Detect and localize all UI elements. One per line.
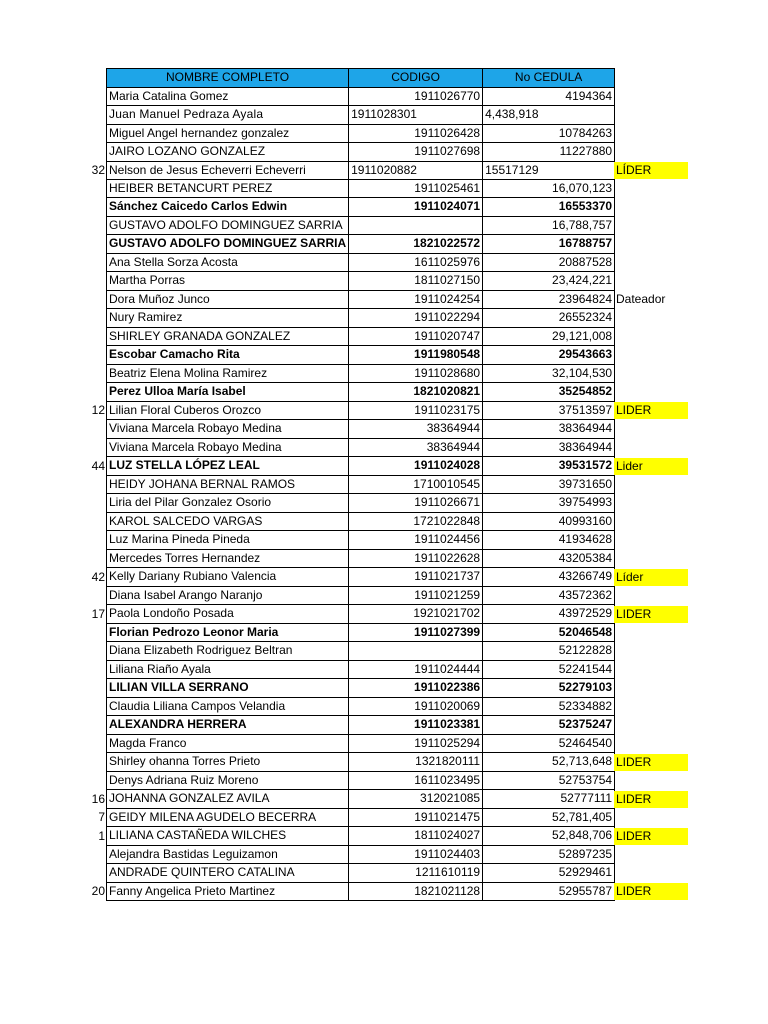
cell-id[interactable]: 4,438,918 [483, 106, 615, 125]
cell-name[interactable]: ALEXANDRA HERRERA [107, 716, 349, 735]
cell-code[interactable]: 1321820111 [349, 753, 483, 772]
header-code[interactable]: CODIGO [349, 69, 483, 88]
cell-name[interactable]: Diana Elizabeth Rodriguez Beltran [107, 642, 349, 661]
cell-id[interactable]: 43205384 [483, 549, 615, 568]
row-note: LIDER [614, 402, 688, 419]
cell-name[interactable]: GUSTAVO ADOLFO DOMINGUEZ SARRIA [107, 235, 349, 254]
cell-name[interactable]: GEIDY MILENA AGUDELO BECERRA [107, 808, 349, 827]
cell-name[interactable]: Escobar Camacho Rita [107, 346, 349, 365]
table-row [107, 475, 615, 494]
cell-name[interactable]: Beatriz Elena Molina Ramirez [107, 364, 349, 383]
cell-name[interactable]: Viviana Marcela Robayo Medina [107, 438, 349, 457]
cell-code[interactable]: 1721022848 [349, 512, 483, 531]
table-row [107, 494, 615, 513]
cell-code[interactable]: 1911027698 [349, 143, 483, 162]
cell-code[interactable]: 1911024028 [349, 457, 483, 476]
cell-id[interactable]: 52,848,706 [483, 827, 615, 846]
table-row [107, 531, 615, 550]
cell-name[interactable]: Luz Marina Pineda Pineda [107, 531, 349, 550]
header-id[interactable]: No CEDULA [483, 69, 615, 88]
table-row [107, 697, 615, 716]
table-row [107, 198, 615, 217]
cell-id[interactable]: 20887528 [483, 253, 615, 272]
table-row [107, 568, 615, 587]
cell-id[interactable]: 26552324 [483, 309, 615, 328]
cell-name[interactable]: JOHANNA GONZALEZ AVILA [107, 790, 349, 809]
row-note: LIDER [614, 828, 688, 845]
table-row [107, 161, 615, 179]
cell-code[interactable]: 1911028301 [349, 106, 483, 125]
cell-id[interactable]: 52,713,648 [483, 753, 615, 772]
cell-id[interactable]: 38364944 [483, 420, 615, 439]
cell-name[interactable]: HEIDY JOHANA BERNAL RAMOS [107, 475, 349, 494]
table-row [107, 753, 615, 772]
cell-code[interactable]: 1911024071 [349, 198, 483, 217]
table-row [107, 143, 615, 162]
cell-name[interactable]: GUSTAVO ADOLFO DOMINGUEZ SARRIA [107, 216, 349, 235]
table-row [107, 216, 615, 235]
table-row [107, 179, 615, 198]
cell-name[interactable]: Martha Porras [107, 272, 349, 291]
cell-code[interactable]: 1921021702 [349, 605, 483, 624]
table-row [107, 845, 615, 864]
cell-name[interactable]: Denys Adriana Ruiz Moreno [107, 771, 349, 790]
cell-name[interactable]: Maria Catalina Gomez [107, 87, 349, 106]
table-row [107, 309, 615, 328]
cell-code[interactable]: 1911026770 [349, 87, 483, 106]
table-row [107, 327, 615, 346]
table-row [107, 438, 615, 457]
table-row [107, 383, 615, 402]
cell-code[interactable]: 1911022628 [349, 549, 483, 568]
row-number: 42 [91, 569, 105, 584]
header-name[interactable]: NOMBRE COMPLETO [107, 69, 349, 88]
table-row [107, 586, 615, 605]
cell-id[interactable]: 16,788,757 [483, 216, 615, 235]
cell-name[interactable]: SHIRLEY GRANADA GONZALEZ [107, 327, 349, 346]
cell-id[interactable]: 39754993 [483, 494, 615, 513]
cell-id[interactable]: 39531572 [483, 457, 615, 476]
table-row [107, 642, 615, 661]
cell-name[interactable]: Nury Ramirez [107, 309, 349, 328]
cell-code[interactable]: 1911025294 [349, 734, 483, 753]
cell-id[interactable]: 29543663 [483, 346, 615, 365]
cell-code[interactable]: 1911024403 [349, 845, 483, 864]
cell-id[interactable]: 16788757 [483, 235, 615, 254]
cell-code[interactable]: 1811024027 [349, 827, 483, 846]
table-row [107, 716, 615, 735]
cell-name[interactable]: Dora Muñoz Junco [107, 290, 349, 309]
row-note: LÍDER [614, 162, 688, 179]
cell-code[interactable] [349, 642, 483, 661]
cell-code[interactable]: 1821020821 [349, 383, 483, 402]
row-number: 1 [98, 828, 105, 843]
cell-id[interactable]: 43266749 [483, 568, 615, 587]
cell-code[interactable]: 1911026428 [349, 124, 483, 143]
table-row [107, 660, 615, 679]
cell-code[interactable]: 1911020747 [349, 327, 483, 346]
cell-code[interactable]: 1811027150 [349, 272, 483, 291]
table-row [107, 882, 615, 901]
table-row [107, 290, 615, 309]
table-row [107, 512, 615, 531]
cell-name[interactable]: LILIAN VILLA SERRANO [107, 679, 349, 698]
row-number: 32 [91, 163, 105, 177]
cell-name[interactable]: Kelly Dariany Rubiano Valencia [107, 568, 349, 587]
cell-code[interactable]: 1821021128 [349, 882, 483, 901]
cell-id[interactable]: 16,070,123 [483, 179, 615, 198]
cell-id[interactable]: 52777111 [483, 790, 615, 809]
cell-name[interactable]: Fanny Angelica Prieto Martinez [107, 882, 349, 901]
cell-code[interactable]: 1911026671 [349, 494, 483, 513]
row-note: Líder [614, 569, 688, 586]
row-note: Lider [614, 458, 688, 475]
cell-id[interactable]: 15517129 [483, 161, 615, 179]
cell-id[interactable]: 23,424,221 [483, 272, 615, 291]
cell-id[interactable]: 52241544 [483, 660, 615, 679]
cell-code[interactable]: 1611023495 [349, 771, 483, 790]
cell-code[interactable]: 1911028680 [349, 364, 483, 383]
cell-name[interactable]: LILIANA CASTAÑEDA WILCHES [107, 827, 349, 846]
cell-id[interactable]: 52464540 [483, 734, 615, 753]
row-number: 44 [91, 458, 105, 473]
table-row [107, 827, 615, 846]
table-row [107, 235, 615, 254]
cell-id[interactable]: 52334882 [483, 697, 615, 716]
row-number: 17 [91, 606, 105, 621]
cell-id[interactable]: 52,781,405 [483, 808, 615, 827]
row-number: 20 [91, 884, 105, 898]
cell-name[interactable]: KAROL SALCEDO VARGAS [107, 512, 349, 531]
cell-name[interactable]: LUZ STELLA LÓPEZ LEAL [107, 457, 349, 476]
cell-name[interactable]: ANDRADE QUINTERO CATALINA [107, 864, 349, 883]
cell-id[interactable]: 52897235 [483, 845, 615, 864]
cell-code[interactable]: 1911024456 [349, 531, 483, 550]
cell-name[interactable]: Florian Pedrozo Leonor Maria [107, 623, 349, 642]
cell-id[interactable]: 16553370 [483, 198, 615, 217]
cell-id[interactable]: 40993160 [483, 512, 615, 531]
cell-name[interactable]: Ana Stella Sorza Acosta [107, 253, 349, 272]
cell-code[interactable]: 1911980548 [349, 346, 483, 365]
cell-name[interactable]: Diana Isabel Arango Naranjo [107, 586, 349, 605]
row-note: LIDER [614, 606, 688, 623]
cell-id[interactable]: 52122828 [483, 642, 615, 661]
table-row [107, 124, 615, 143]
row-number: 12 [91, 403, 105, 417]
cell-code[interactable]: 1911025461 [349, 179, 483, 198]
cell-id[interactable]: 43572362 [483, 586, 615, 605]
cell-id[interactable]: 23964824 [483, 290, 615, 309]
cell-name[interactable]: Lilian Floral Cuberos Orozco [107, 401, 349, 420]
cell-name[interactable]: JAIRO LOZANO GONZALEZ [107, 143, 349, 162]
table-row [107, 253, 615, 272]
cell-id[interactable]: 35254852 [483, 383, 615, 402]
cell-code[interactable]: 1911020069 [349, 697, 483, 716]
people-table [106, 68, 615, 901]
cell-name[interactable]: Viviana Marcela Robayo Medina [107, 420, 349, 439]
cell-code[interactable]: 312021085 [349, 790, 483, 809]
table-row [107, 106, 615, 125]
cell-name[interactable]: Alejandra Bastidas Leguizamon [107, 845, 349, 864]
row-number: 16 [91, 791, 105, 806]
cell-id[interactable]: 52955787 [483, 882, 615, 901]
cell-id[interactable]: 39731650 [483, 475, 615, 494]
table-row [107, 420, 615, 439]
cell-name[interactable]: Juan Manuel Pedraza Ayala [107, 106, 349, 125]
table-row [107, 679, 615, 698]
cell-id[interactable]: 29,121,008 [483, 327, 615, 346]
cell-code[interactable]: 1611025976 [349, 253, 483, 272]
cell-id[interactable]: 52753754 [483, 771, 615, 790]
cell-id[interactable]: 10784263 [483, 124, 615, 143]
cell-code[interactable]: 1911021475 [349, 808, 483, 827]
row-number: 7 [98, 810, 105, 824]
cell-name[interactable]: Shirley ohanna Torres Prieto [107, 753, 349, 772]
cell-code[interactable]: 1911023175 [349, 401, 483, 420]
cell-code[interactable]: 1821022572 [349, 235, 483, 254]
table-row [107, 808, 615, 827]
cell-code[interactable]: 1911021737 [349, 568, 483, 587]
table-row [107, 790, 615, 809]
cell-id[interactable]: 52929461 [483, 864, 615, 883]
cell-code[interactable]: 1911024254 [349, 290, 483, 309]
cell-code[interactable]: 1211610119 [349, 864, 483, 883]
row-note: LIDER [614, 754, 688, 771]
cell-id[interactable]: 4194364 [483, 87, 615, 106]
cell-code[interactable]: 1911022294 [349, 309, 483, 328]
cell-name[interactable]: Claudia Liliana Campos Velandia [107, 697, 349, 716]
cell-code[interactable] [349, 216, 483, 235]
cell-name[interactable]: Liria del Pilar Gonzalez Osorio [107, 494, 349, 513]
row-note: LIDER [614, 791, 688, 808]
table-row [107, 272, 615, 291]
cell-id[interactable]: 43972529 [483, 605, 615, 624]
table-row [107, 734, 615, 753]
cell-id[interactable]: 32,104,530 [483, 364, 615, 383]
table-row [107, 605, 615, 624]
cell-name[interactable]: Miguel Angel hernandez gonzalez [107, 124, 349, 143]
cell-name[interactable]: Liliana Riaño Ayala [107, 660, 349, 679]
table-row [107, 864, 615, 883]
cell-name[interactable]: Sánchez Caicedo Carlos Edwin [107, 198, 349, 217]
cell-code[interactable]: 1710010545 [349, 475, 483, 494]
cell-code[interactable]: 1911024444 [349, 660, 483, 679]
row-note: LIDER [614, 883, 688, 900]
cell-name[interactable]: Nelson de Jesus Echeverri Echeverri [107, 161, 349, 179]
table-row [107, 457, 615, 476]
cell-id[interactable]: 52279103 [483, 679, 615, 698]
cell-code[interactable]: 1911021259 [349, 586, 483, 605]
cell-name[interactable]: Perez Ulloa María Isabel [107, 383, 349, 402]
cell-code[interactable]: 1911027399 [349, 623, 483, 642]
table-row [107, 87, 615, 106]
header-row [107, 69, 615, 88]
cell-code[interactable]: 1911022386 [349, 679, 483, 698]
table-row [107, 549, 615, 568]
cell-code[interactable]: 1911020882 [349, 161, 483, 179]
table-row [107, 623, 615, 642]
cell-id[interactable]: 52375247 [483, 716, 615, 735]
cell-id[interactable]: 41934628 [483, 531, 615, 550]
cell-id[interactable]: 37513597 [483, 401, 615, 420]
cell-name[interactable]: HEIBER BETANCURT PEREZ [107, 179, 349, 198]
table-row [107, 401, 615, 420]
cell-id[interactable]: 11227880 [483, 143, 615, 162]
cell-name[interactable]: Magda Franco [107, 734, 349, 753]
table-row [107, 771, 615, 790]
cell-id[interactable]: 38364944 [483, 438, 615, 457]
cell-code[interactable]: 1911023381 [349, 716, 483, 735]
cell-id[interactable]: 52046548 [483, 623, 615, 642]
cell-code[interactable]: 38364944 [349, 420, 483, 439]
cell-code[interactable]: 38364944 [349, 438, 483, 457]
row-note: Dateador [616, 292, 666, 306]
cell-name[interactable]: Mercedes Torres Hernandez [107, 549, 349, 568]
table-row [107, 364, 615, 383]
cell-name[interactable]: Paola Londoño Posada [107, 605, 349, 624]
table-row [107, 346, 615, 365]
